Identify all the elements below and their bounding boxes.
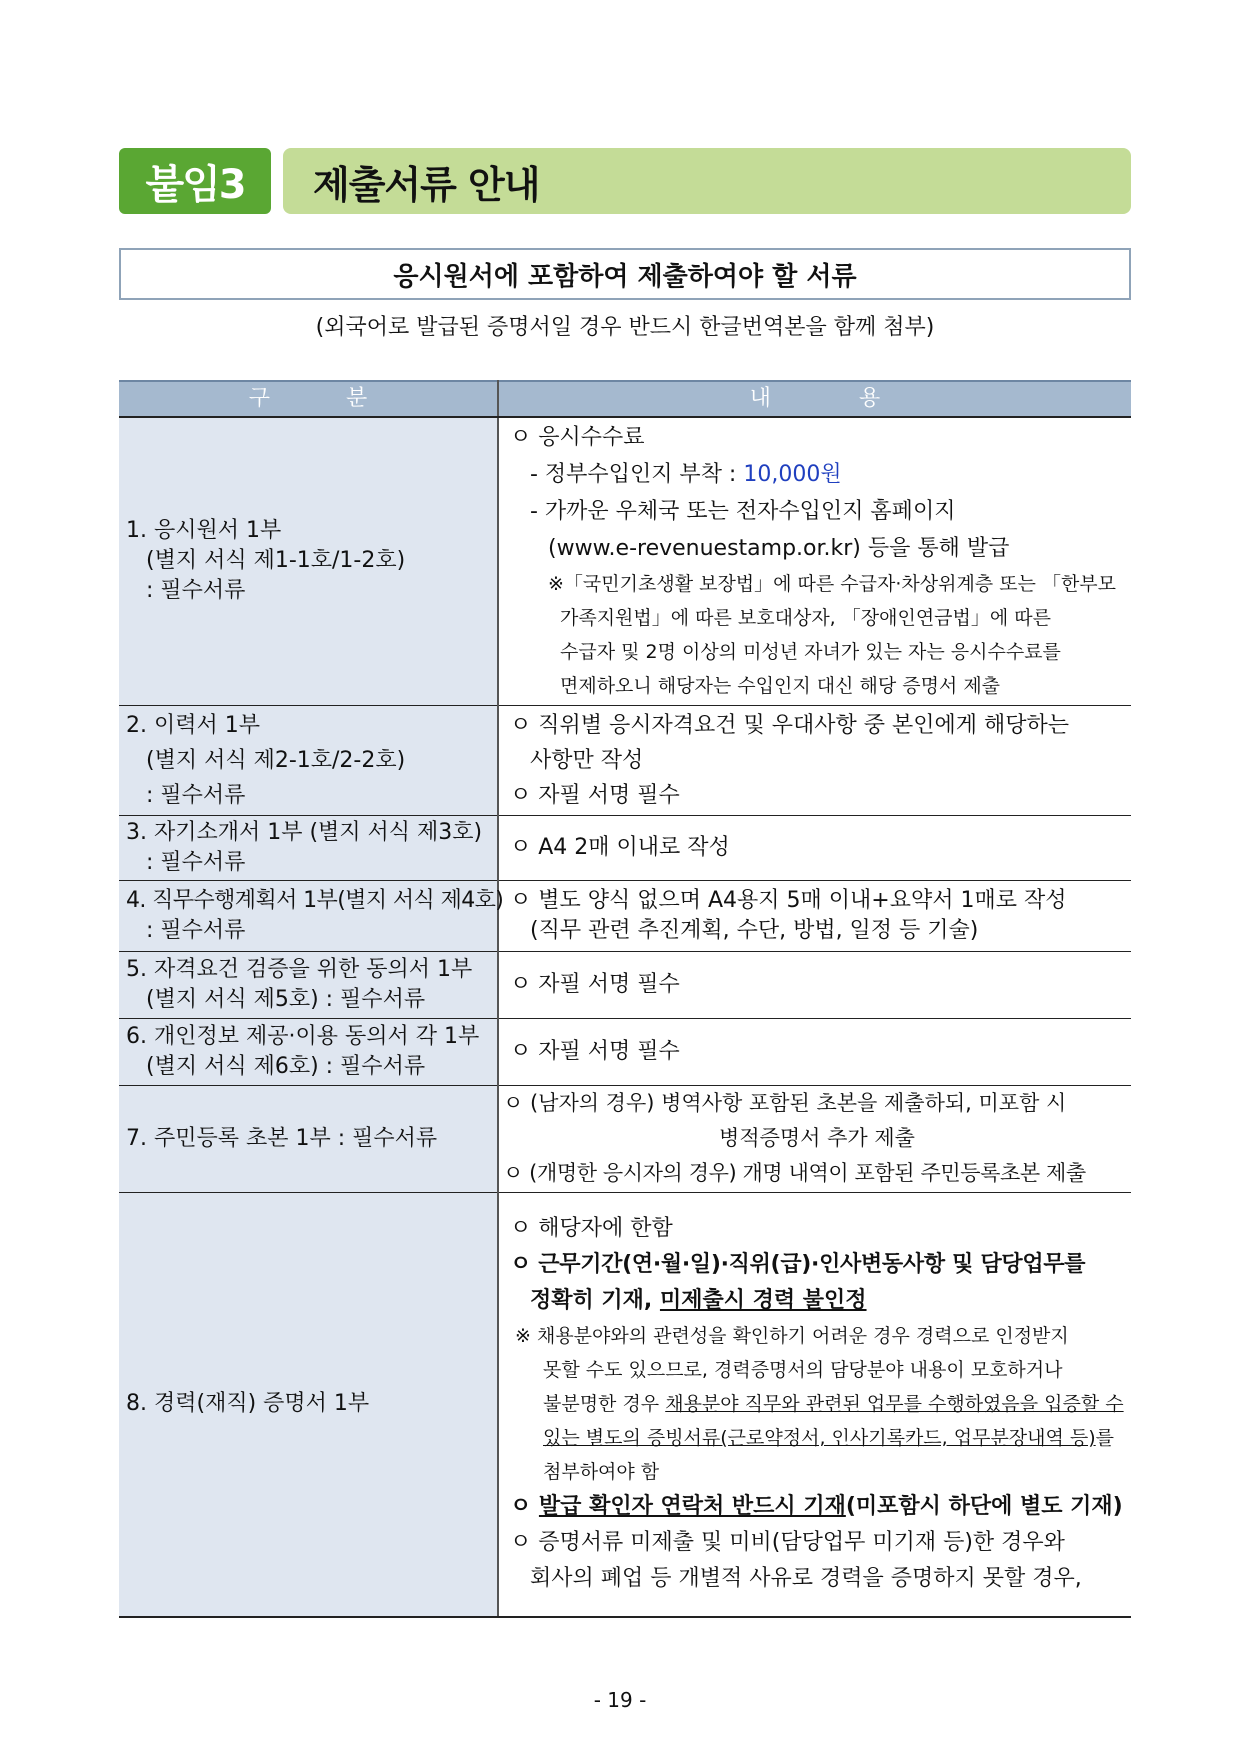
row-4-line-2: (직무 관련 추진계획, 수단, 방법, 일정 등 기술)	[530, 917, 979, 943]
table-header-row	[119, 381, 1131, 417]
row-8-line-5: ㅇ 증명서류 미제출 및 미비(담당업무 미기재 등)한 경우와	[510, 1530, 1065, 1556]
row-8-category	[119, 1192, 498, 1617]
table-row	[119, 705, 1131, 815]
row-8-line-6: 회사의 폐업 등 개별적 사유로 경력을 증명하지 못할 경우,	[530, 1566, 1082, 1592]
row-4-title: 4. 직무수행계획서 1부(별지 서식 제4호)	[126, 887, 504, 913]
row-6-title: 6. 개인정보 제공·이용 동의서 각 1부	[126, 1023, 480, 1049]
row-8-bullet: ㅇ	[510, 1494, 539, 1520]
row-1-category	[119, 417, 498, 705]
row-1-line-1: ㅇ 응시수수료	[510, 425, 645, 451]
row-1-line-2	[510, 456, 1131, 493]
row-5-title: 5. 자격요건 검증을 위한 동의서 1부	[126, 956, 473, 982]
table-row	[119, 1085, 1131, 1192]
header-category-char-1: 구	[248, 386, 270, 411]
row-8-accurate-entry: 정확히 기재,	[530, 1288, 660, 1314]
row-1-content	[498, 417, 1131, 705]
row-5-category	[119, 951, 498, 1018]
row-4-content	[498, 880, 1131, 951]
table-row	[119, 880, 1131, 951]
row-3-required: : 필수서류	[146, 849, 246, 875]
row-7-title: 7. 주민등록 초본 1부 : 필수서류	[126, 1125, 438, 1151]
row-2-form: (별지 서식 제2-1호/2-2호)	[146, 747, 406, 773]
row-2-category	[119, 705, 498, 815]
row-8-note-3-lead: 불분명한 경우	[543, 1393, 666, 1416]
row-1-line-4: (www.e-revenuestamp.or.kr) 등을 통해 발급	[548, 536, 1010, 562]
row-8-line-4	[510, 1489, 1131, 1525]
row-7-line-1: ㅇ (남자의 경우) 병역사항 포함된 초본을 제출하되, 미포함 시	[503, 1091, 1067, 1115]
row-2-content	[498, 705, 1131, 815]
header-content-char-2: 용	[859, 386, 881, 411]
row-8-contact-note: (미포함시 하단에 별도 기재)	[845, 1494, 1123, 1520]
row-8-title: 8. 경력(재직) 증명서 1부	[126, 1391, 370, 1417]
row-2-title: 2. 이력서 1부	[126, 712, 260, 738]
documents-table	[119, 380, 1131, 1618]
row-1-fee-amount: 10,000원	[743, 462, 842, 488]
row-4-line-1: ㅇ 별도 양식 없으며 A4용지 5매 이내+요약서 1매로 작성	[510, 887, 1067, 913]
table-row	[119, 815, 1131, 880]
row-1-form: (별지 서식 제1-1호/1-2호)	[146, 548, 406, 574]
header-content-char-1: 내	[749, 386, 771, 411]
row-6-line-1: ㅇ 자필 서명 필수	[510, 1038, 680, 1064]
page-number: - 19 -	[593, 1688, 647, 1712]
row-7-category	[119, 1085, 498, 1192]
row-4-category	[119, 880, 504, 951]
row-7-line-3: ㅇ (개명한 응시자의 경우) 개명 내역이 포함된 주민등록초본 제출	[503, 1161, 1086, 1185]
row-5-form: (별지 서식 제5호) : 필수서류	[146, 986, 426, 1012]
row-8-note-1: ※ 채용분야와의 관련성을 확인하기 어려운 경우 경력으로 인정받지	[515, 1325, 1069, 1348]
row-8-contact-required: 발급 확인자 연락처 반드시 기재	[538, 1494, 846, 1520]
row-2-line-1: ㅇ 직위별 응시자격요건 및 우대사항 중 본인에게 해당하는	[510, 712, 1070, 738]
row-4-required: : 필수서류	[146, 917, 246, 943]
row-1-title: 1. 응시원서 1부	[126, 518, 282, 544]
row-6-form: (별지 서식 제6호) : 필수서류	[146, 1053, 426, 1079]
page-title: 제출서류 안내	[283, 148, 1131, 214]
row-3-category	[119, 815, 498, 880]
row-8-note-4-underlined: 있는 별도의 증빙서류(근로약정서, 인사기록카드, 업무분장내역 등)	[543, 1427, 1096, 1450]
header-category	[119, 381, 498, 417]
table-row	[119, 1018, 1131, 1085]
row-3-line-1: ㅇ A4 2매 이내로 작성	[510, 834, 730, 860]
row-8-line-3	[510, 1283, 1131, 1319]
row-7-line-2: 병적증명서 추가 제출	[719, 1126, 915, 1150]
row-8-note-4-tail: 를	[1095, 1427, 1115, 1450]
row-1-note-1: ※「국민기초생활 보장법」에 따른 수급자·차상위계층 또는 「한부모	[548, 573, 1117, 596]
row-2-required: : 필수서류	[146, 782, 246, 808]
row-1-required: : 필수서류	[146, 578, 246, 604]
row-8-unrecognized-warning: 미제출시 경력 불인정	[659, 1288, 867, 1314]
row-8-content	[498, 1192, 1131, 1617]
row-2-line-3: ㅇ 자필 서명 필수	[510, 782, 680, 808]
table-row	[119, 951, 1131, 1018]
row-8-note-3-underlined: 채용분야 직무와 관련된 업무를 수행하였음을 입증할 수	[665, 1393, 1124, 1416]
header-category-char-2: 분	[346, 386, 368, 411]
row-1-line-3: - 가까운 우체국 또는 전자수입인지 홈페이지	[530, 499, 956, 525]
header-content	[498, 381, 1131, 417]
row-8-note-2: 못할 수도 있으므로, 경력증명서의 담당분야 내용이 모호하거나	[543, 1359, 1063, 1382]
row-8-note-3	[510, 1387, 1131, 1421]
row-5-content	[498, 951, 1131, 1018]
row-3-title: 3. 자기소개서 1부 (별지 서식 제3호)	[126, 819, 483, 845]
row-7-content	[498, 1085, 1131, 1192]
section-title: 응시원서에 포함하여 제출하여야 할 서류	[119, 248, 1131, 300]
row-8-note-4	[510, 1421, 1131, 1455]
row-5-line-1: ㅇ 자필 서명 필수	[510, 971, 680, 997]
attachment-tag: 붙임3	[119, 148, 271, 214]
row-1-note-4: 면제하오니 해당자는 수입인지 대신 해당 증명서 제출	[560, 675, 1001, 698]
row-6-content	[498, 1018, 1131, 1085]
row-8-line-2: ㅇ 근무기간(연·월·일)·직위(급)·인사변동사항 및 담당업무를	[510, 1252, 1086, 1278]
row-8-line-1: ㅇ 해당자에 한함	[510, 1216, 673, 1242]
table-row	[119, 417, 1131, 705]
table-row	[119, 1192, 1131, 1617]
row-1-note-3: 수급자 및 2명 이상의 미성년 자녀가 있는 자는 응시수수료를	[560, 641, 1061, 664]
row-2-line-2: 사항만 작성	[530, 747, 644, 773]
row-6-category	[119, 1018, 498, 1085]
row-1-stamp-label: - 정부수입인지 부착 :	[530, 462, 744, 488]
row-1-note-2: 가족지원법」에 따른 보호대상자, 「장애인연금법」에 따른	[560, 607, 1051, 630]
section-note: (외국어로 발급된 증명서일 경우 반드시 한글번역본을 함께 첨부)	[315, 315, 935, 340]
row-8-note-5: 첨부하여야 함	[543, 1461, 660, 1484]
row-3-content	[498, 815, 1131, 880]
